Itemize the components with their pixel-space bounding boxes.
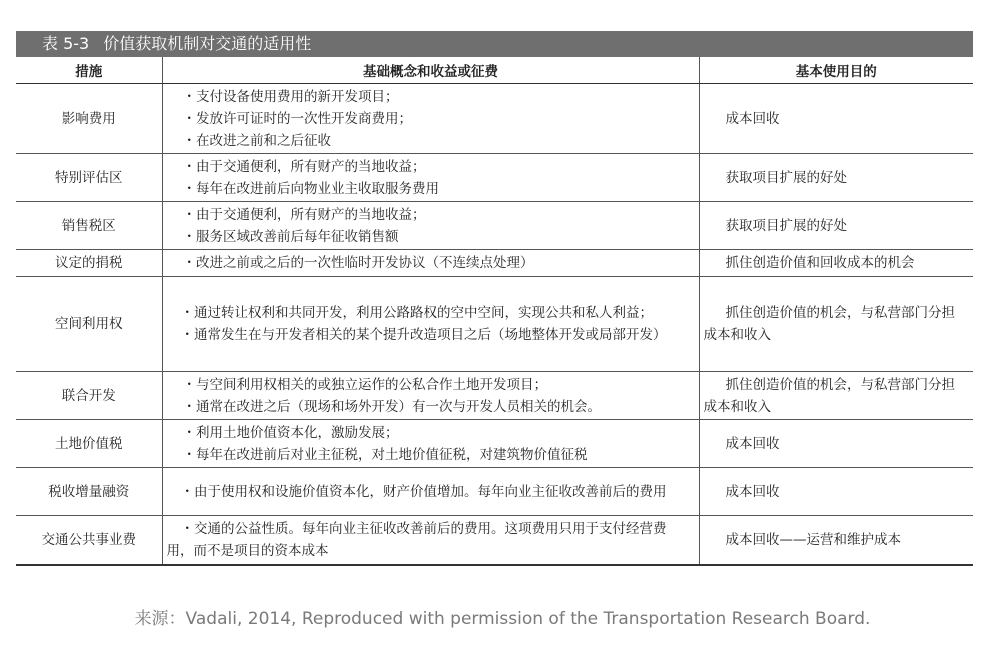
basis-cell [162, 277, 699, 372]
purpose-cell [699, 468, 973, 516]
table-row [16, 84, 973, 154]
table-number: 表 5-3 [42, 34, 90, 53]
purpose-cell [699, 202, 973, 250]
purpose-cell [699, 516, 973, 565]
basis-cell [162, 516, 699, 565]
header-row [16, 57, 973, 84]
source-note: 来源：Vadali, 2014, Reproduced with permission of the Transportation Research Board. [134, 609, 871, 629]
measure-cell: 土地价值税 [16, 420, 162, 468]
measure-cell: 空间利用权 [16, 277, 162, 372]
measure-cell: 议定的捐税 [16, 250, 162, 277]
basis-line: ・利用土地价值资本化，激励发展； [182, 424, 399, 441]
table-row [16, 202, 973, 250]
measure-cell: 交通公共事业费 [16, 516, 162, 565]
purpose-line: 抓住创造价值的机会，与私营部门分担成本和收入 [703, 376, 955, 415]
measure-cell: 销售税区 [16, 202, 162, 250]
basis-line: ・每年在改进前后对业主征税，对土地价值征税，对建筑物价值征税 [182, 446, 588, 463]
purpose-cell [699, 154, 973, 202]
table-row [16, 372, 973, 420]
basis-cell [162, 154, 699, 202]
header-purpose: 基本使用目的 [699, 57, 973, 84]
basis-line: ・通过转让权利和共同开发，利用公路路权的空中空间，实现公共和私人利益； [180, 305, 653, 321]
basis-line: ・由于交通便利，所有财产的当地收益； [182, 158, 426, 175]
measure-cell: 特别评估区 [16, 154, 162, 202]
measure-cell: 影响费用 [16, 84, 162, 154]
table-row [16, 154, 973, 202]
purpose-line: 抓住创造价值的机会，与私营部门分担成本和收入 [703, 305, 955, 343]
basis-cell [162, 420, 699, 468]
basis-line: ・每年在改进前后向物业业主收取服务费用 [182, 180, 439, 197]
basis-line: ・支付设备使用费用的新开发项目； [182, 88, 399, 105]
table-title: 价值获取机制对交通的适用性 [103, 34, 312, 53]
table-row [16, 516, 973, 565]
purpose-line: 获取项目扩展的好处 [725, 217, 847, 234]
basis-cell [162, 468, 699, 516]
header-measure: 措施 [16, 57, 162, 84]
table-row [16, 468, 973, 516]
basis-line: ・与空间利用权相关的或独立运作的公私合作土地开发项目； [182, 376, 547, 393]
purpose-cell [699, 372, 973, 420]
purpose-line: 获取项目扩展的好处 [725, 169, 847, 186]
basis-line: ・由于使用权和设施价值资本化，财产价值增加。每年向业主征收改善前后的费用 [180, 483, 667, 500]
measure-cell: 税收增量融资 [16, 468, 162, 516]
table-row [16, 277, 973, 372]
basis-line: ・交通的公益性质。每年向业主征收改善前后的费用。这项费用只用于支付经营费用，而不是项目的资本成本 [166, 520, 667, 559]
purpose-line: 抓住创造价值和回收成本的机会 [725, 255, 915, 271]
basis-line: ・改进之前或之后的一次性临时开发协议（不连续点处理） [182, 255, 534, 271]
basis-cell [162, 202, 699, 250]
basis-cell [162, 84, 699, 154]
basis-line: ・在改进之前和之后征收 [182, 132, 331, 149]
purpose-line: 成本回收 [725, 435, 780, 452]
purpose-cell [699, 250, 973, 277]
basis-cell [162, 372, 699, 420]
purpose-line: 成本回收——运营和维护成本 [725, 531, 901, 548]
table-title-bar [16, 31, 973, 57]
table-row [16, 420, 973, 468]
basis-cell [162, 250, 699, 277]
purpose-line: 成本回收 [725, 110, 780, 127]
basis-line: ・通常在改进之后（现场和场外开发）有一次与开发人员相关的机会。 [182, 398, 601, 415]
table-row [16, 250, 973, 277]
basis-line: ・服务区域改善前后每年征收销售额 [182, 228, 399, 245]
purpose-cell [699, 420, 973, 468]
measure-cell: 联合开发 [16, 372, 162, 420]
basis-line: ・通常发生在与开发者相关的某个提升改造项目之后（场地整体开发或局部开发） [180, 327, 667, 343]
basis-line: ・由于交通便利，所有财产的当地收益； [182, 206, 426, 223]
purpose-cell [699, 84, 973, 154]
header-basis: 基础概念和收益或征费 [162, 57, 699, 84]
purpose-line: 成本回收 [725, 483, 780, 500]
data-table [16, 57, 973, 566]
basis-line: ・发放许可证时的一次性开发商费用； [182, 110, 412, 127]
purpose-cell [699, 277, 973, 372]
